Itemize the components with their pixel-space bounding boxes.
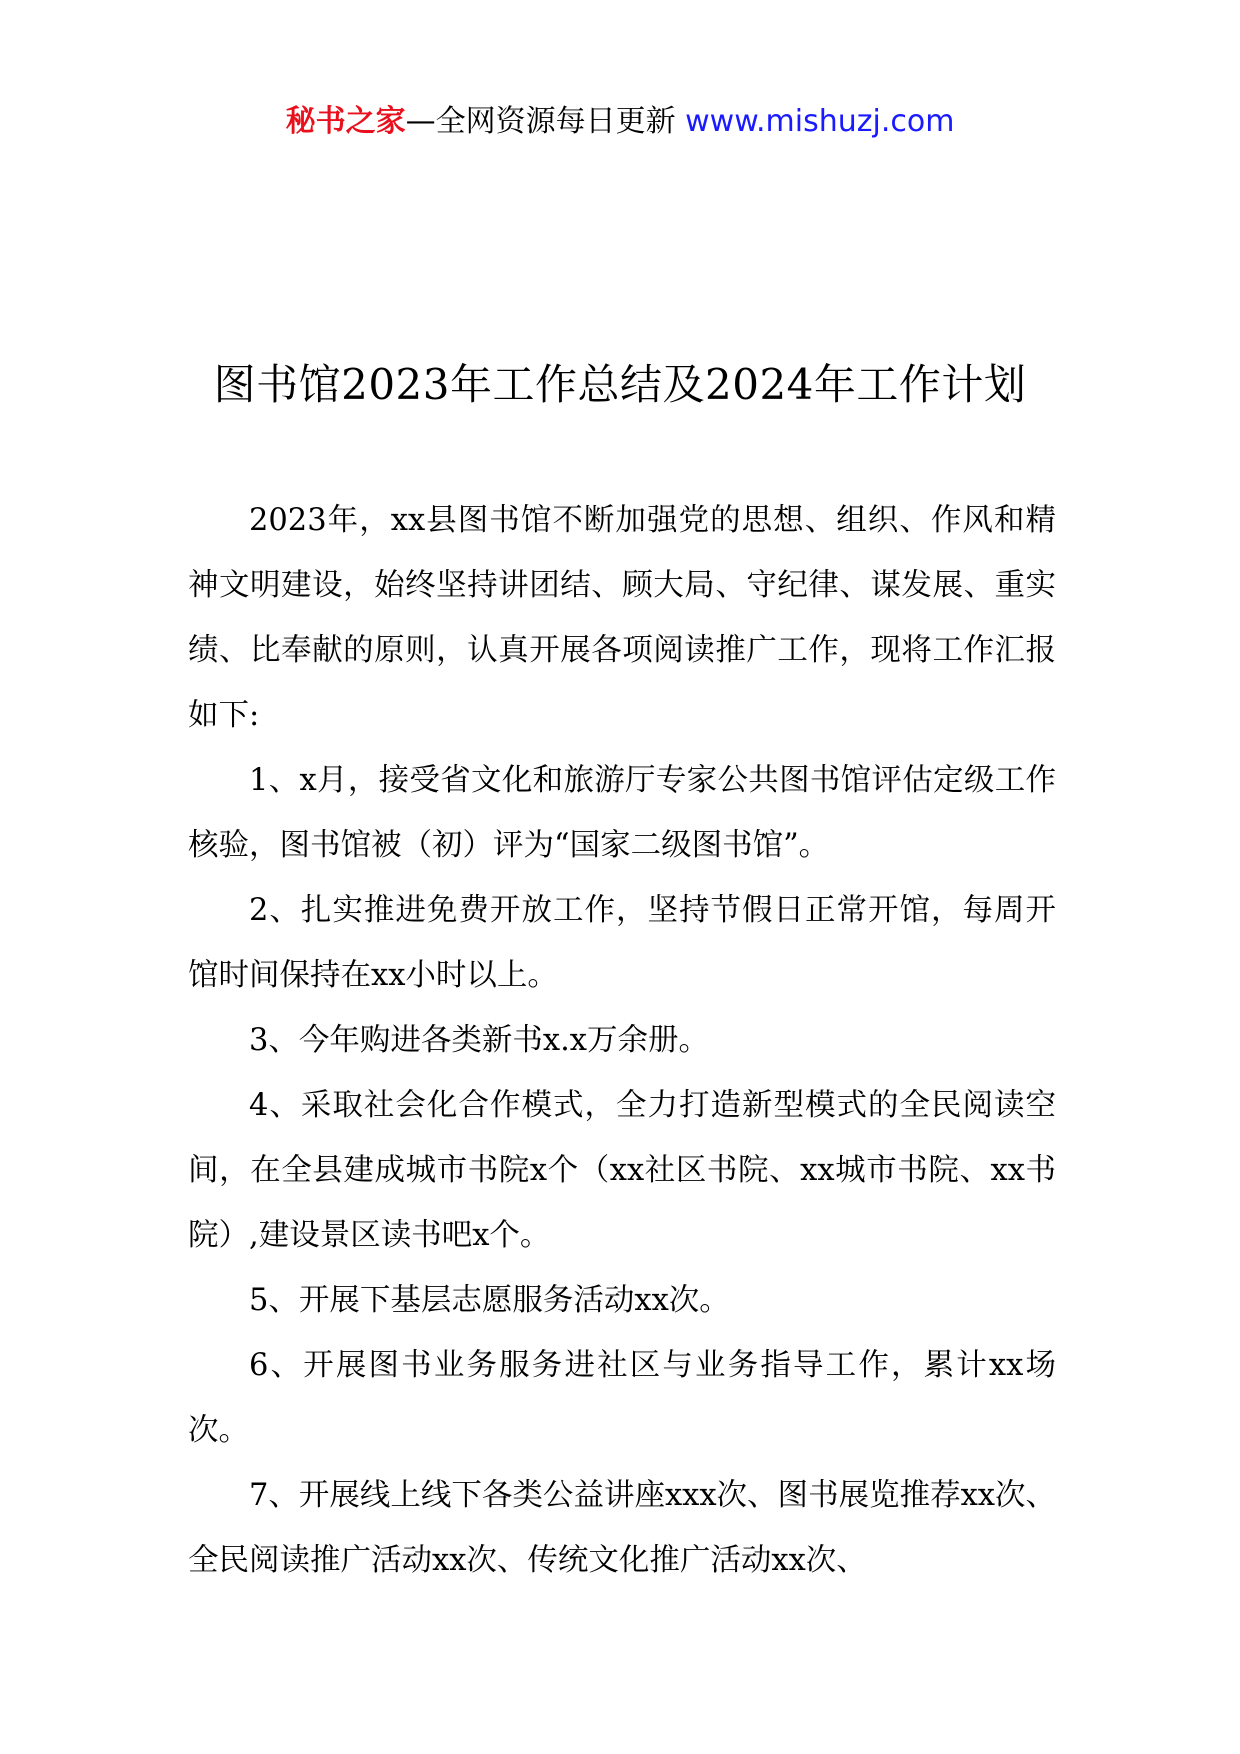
site-brand: 秘书之家 — [285, 104, 406, 139]
paragraph-item-1: 1、x月，接受省文化和旅游厅专家公共图书馆评估定级工作核验，图书馆被（初）评为“国家二级图书馆”。 — [188, 763, 1056, 863]
document-body — [188, 488, 1056, 1593]
document-title: 图书馆2023年工作总结及2024年工作计划 — [213, 360, 1027, 409]
paragraph-item-6: 6、开展图书业务服务进社区与业务指导工作，累计xx场次。 — [188, 1348, 1056, 1448]
paragraph-intro: 2023年，xx县图书馆不断加强党的思想、组织、作风和精神文明建设，始终坚持讲团结、顾大局、守纪律、谋发展、重实绩、比奉献的原则，认真开展各项阅读推广工作，现将工作汇报如下: — [188, 503, 1056, 733]
paragraph-item-5: 5、开展下基层志愿服务活动xx次。 — [249, 1283, 730, 1318]
paragraph-item-2: 2、扎实推进免费开放工作，坚持节假日正常开馆，每周开馆时间保持在xx小时以上。 — [188, 893, 1056, 993]
paragraph-item-3: 3、今年购进各类新书x.x万余册。 — [249, 1023, 710, 1058]
paragraph-item-7: 7、开展线上线下各类公益讲座xxx次、图书展览推荐xx次、全民阅读推广活动xx次、传统文化推广活动xx次、 — [188, 1478, 1056, 1578]
site-header — [0, 100, 1240, 144]
paragraph-item-4: 4、采取社会化合作模式，全力打造新型模式的全民阅读空间，在全县建成城市书院x个（xx社区书院、xx城市书院、xx书院）,建设景区读书吧x个。 — [188, 1088, 1056, 1253]
site-tagline: —全网资源每日更新 — [405, 104, 686, 139]
site-url-link[interactable]: www.mishuzj.com — [685, 104, 955, 139]
